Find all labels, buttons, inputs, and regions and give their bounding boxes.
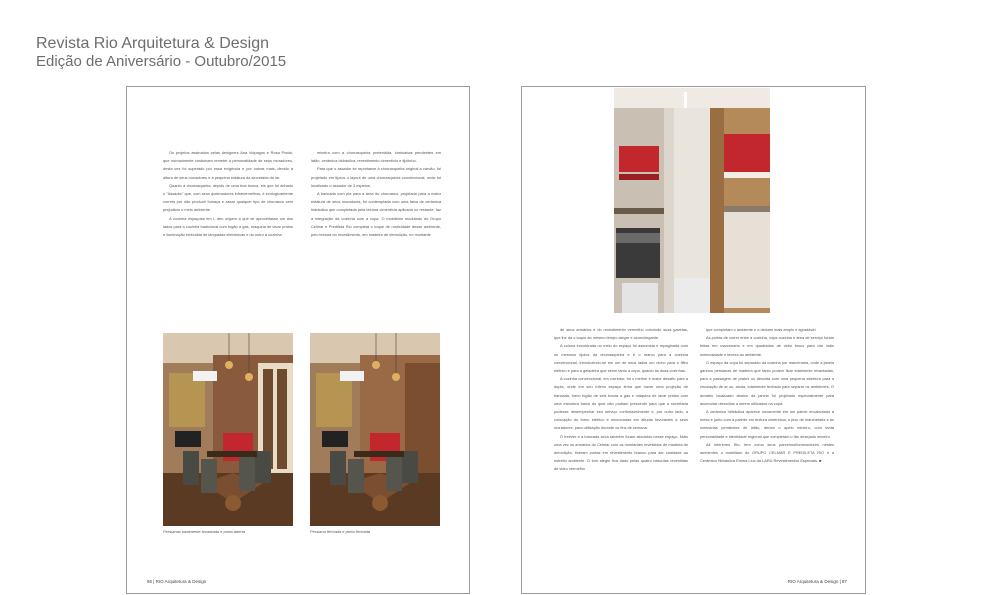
paragraph: mineira com a churrasqueira pretendida, luminárias pendentes em latão, cerâmica hidráulica, revestimento cimentício e tijolinho.	[311, 150, 441, 164]
paragraph: O freezer e a bancada seca também foram alocados nesse espaço. Mais uma vez os armários do Celmar com os montantes revestidos de madeira de demolição, tiveram portas em revestimento branco para dar claridade ao estreito ambiente. O tom alegre fica dado pelas quatro básculas revestidas de vidro vermelho	[554, 433, 688, 472]
paragraph: Os projetos assinados pelas designers Ana Volpagos e Rosa Prado, que normalmente costumam remeter à personalidade de seus moradores, desta vez foi superado por essa exigência e por outras mais, devido à altura de seus moradores e à pequena estatura da secretária do lar.	[163, 150, 293, 180]
right-page	[521, 86, 866, 594]
paragraph: que completam o ambiente e o deixam mais amplo e agradável.	[706, 327, 817, 332]
dining-photo-closed	[310, 333, 440, 526]
paragraph: O espaço da copa foi separado da cozinha por marcenaria, onde a janela ganhou persianas de madeira que tanto podem ficar totalmente levantadas, para a passagem de pratos ou descida com uma pequena abertura para a circulação de ar ou, ainda, totalmente fechada para separar os ambientes. O armário localizado abaixo da janela foi projetado especialmente para acomodar utensílios a serem utilizados na copa.	[700, 359, 834, 406]
paragraph: A coluna encontrada no meio do espaço foi assumida e repaginada com os mesmos tijolos da churrasqueira e é o marco para a cozinha convencional, introduzindo-se em um de seus lados um nicho para o filtro elétrico e para a geladeira que serve tanto a copa, quanto às duas cozinhas.	[554, 343, 688, 374]
page-footer: 86 | RIO Arquitetura & Design	[147, 579, 207, 584]
page-footer: RIO Arquitetura & Design | 87	[787, 579, 847, 584]
document-subtitle: Edição de Aniversário - Outubro/2015	[36, 53, 287, 70]
kitchen-photo	[614, 88, 770, 313]
paragraph: All Interiores Rio, tem como seus parceiros/fornecedores nestes ambientes o mobiliário do GRUPO CELMAR E PREDILETA RIO e a Cerâmica Hidráulica Emma Lluc da LARU Revestimentos Especiais. ■	[700, 441, 834, 464]
dining-photo-open	[163, 333, 293, 526]
photo-caption: Persiana fechada e porta fechada	[310, 529, 371, 534]
right-page-column-2	[700, 326, 834, 586]
paragraph: A cerâmica hidráulica aparece novamente em um painel encaixotado a mesa e junto com a parede em textura cimentícia, o piso de marchetaria e as luminárias pendentes de latão, deram o apelo mineiro, com tanta personalidade e identidade regional que completam o tão desejado mineiro.	[700, 409, 834, 439]
paragraph: A cozinha convencional, em corredor, foi o melhor e maior desafio para a dupla, onde em seu ínfimo espaço tinha que haver uma projeção de bancada, forno fogão de seis bocas a gás e máquina de lavar pratos com uma estrutura baixa do qual não podiam prescindir para que a secretária pudesse desempenhar seu serviço confortavelmente e, por outro lado, a colocação do forno elétrico e microondas em alturas favoráveis a seus moradores, para utilização durante os fins de semana.	[554, 376, 688, 431]
paragraph: de seus armários e do revestimento vermelho colorindo suas gavetas, que lhe dá o toque ao mesmo tempo alegre e aconchegante.	[554, 327, 688, 341]
paragraph: A cozinha espaçosa em L deu origem a que se aproveitasse um dos lados para a cozinha tradicional com fogão a gás, máquina de lavar pratos e iluminação embutida de lâmpadas eletrônicas e do outro a cozinha	[163, 215, 293, 238]
paragraph: Quanto à churrasqueira, depois de uma boa busca, eis que foi achado o "Assador" que, com seus queimadores infravermelhos, é ecologicamente correto por não produzir fumaça e assar qualquer tipo de churrasco sem prejudicar o meio ambiente.	[163, 182, 293, 213]
paragraph: A bancada com pia para a área do churrasco, projetada para a maior estatura de seus moradores, foi contemplada com uma faixa de cerâmica hidráulica que completada pela textura cimentícia aplicada no restante, faz a integração da cozinha com a copa. O mobiliário modulado do Grupo Celmar e Predileta Rio completa o toque de rusticidade desse ambiente, pelo textura do revestimento, em madeira de demolição, no montante	[311, 191, 441, 238]
left-page-column-1	[163, 149, 293, 299]
left-page-column-2	[311, 149, 441, 299]
photo-caption: Persianas totalmente levantada e porta aberta	[163, 529, 246, 534]
paragraph: Para que o assador se reportasse à churrasqueira original a carvão, foi projetado em tijolos o layout de uma churrasqueira convencional, onde foi localizado o assador de 3 espetos.	[311, 166, 441, 188]
document-title: Revista Rio Arquitetura & Design	[36, 35, 269, 52]
right-page-column-1	[554, 326, 688, 586]
document-header	[36, 35, 286, 71]
left-page	[126, 86, 470, 594]
paragraph: As portas de correr entre a cozinha, copa cozinha e área de serviço foram feitas em marcenaria e em quadrados de vidro fosco para dar mais luminosidade e leveza ao ambiente.	[700, 335, 834, 357]
